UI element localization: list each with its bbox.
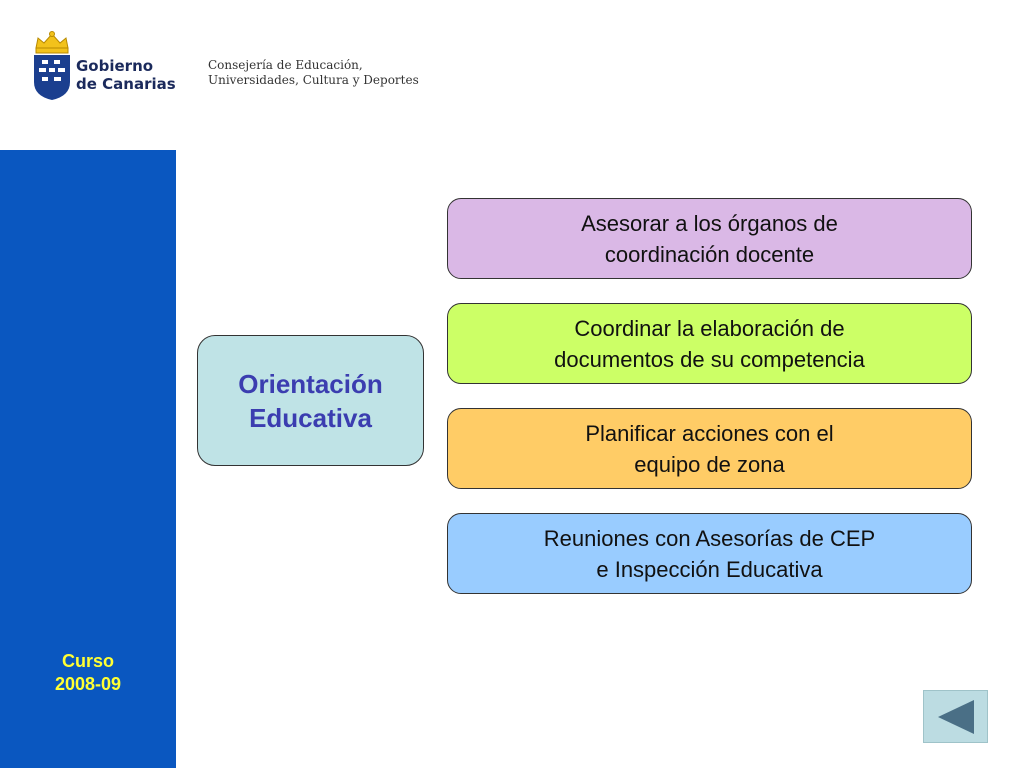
logo-wordmark — [76, 57, 176, 93]
function-node-planificar — [447, 408, 972, 489]
main-node-line-1: Orientación — [238, 368, 383, 399]
function-node-coordinar — [447, 303, 972, 384]
sidebar — [0, 150, 176, 768]
curso-text: Curso — [61, 651, 114, 671]
node-4-line-1: Reuniones con Asesorías de CEP — [543, 525, 876, 551]
logo-line-2: de Canarias — [76, 75, 176, 93]
node-1-line-1: Asesorar a los órganos de — [581, 210, 838, 236]
coat-of-arms-icon — [30, 30, 74, 102]
consejeria-line-2: Universidades, Cultura y Deportes — [208, 73, 419, 87]
function-node-asesorar — [447, 198, 972, 279]
curso-year: 2008-09 — [54, 674, 122, 694]
consejeria-line-1: Consejería de Educación, — [208, 58, 363, 72]
function-node-reuniones — [447, 513, 972, 594]
node-3-line-2: equipo de zona — [634, 451, 785, 477]
node-4-line-2: e Inspección Educativa — [596, 556, 823, 582]
logo-line-1: Gobierno — [76, 57, 154, 75]
gobierno-de-canarias-logo — [30, 30, 190, 102]
back-button[interactable] — [923, 690, 988, 743]
main-node-line-2: Educativa — [249, 402, 372, 433]
consejeria-title — [208, 58, 419, 88]
main-node-orientacion-educativa — [197, 335, 424, 466]
node-2-line-2: documentos de su competencia — [554, 346, 865, 372]
triangle-left-icon — [924, 691, 987, 742]
node-2-line-1: Coordinar la elaboración de — [574, 315, 845, 341]
header — [0, 0, 1024, 150]
node-1-line-2: coordinación docente — [604, 241, 815, 267]
node-3-line-1: Planificar acciones con el — [585, 420, 834, 446]
curso-label — [0, 650, 176, 696]
